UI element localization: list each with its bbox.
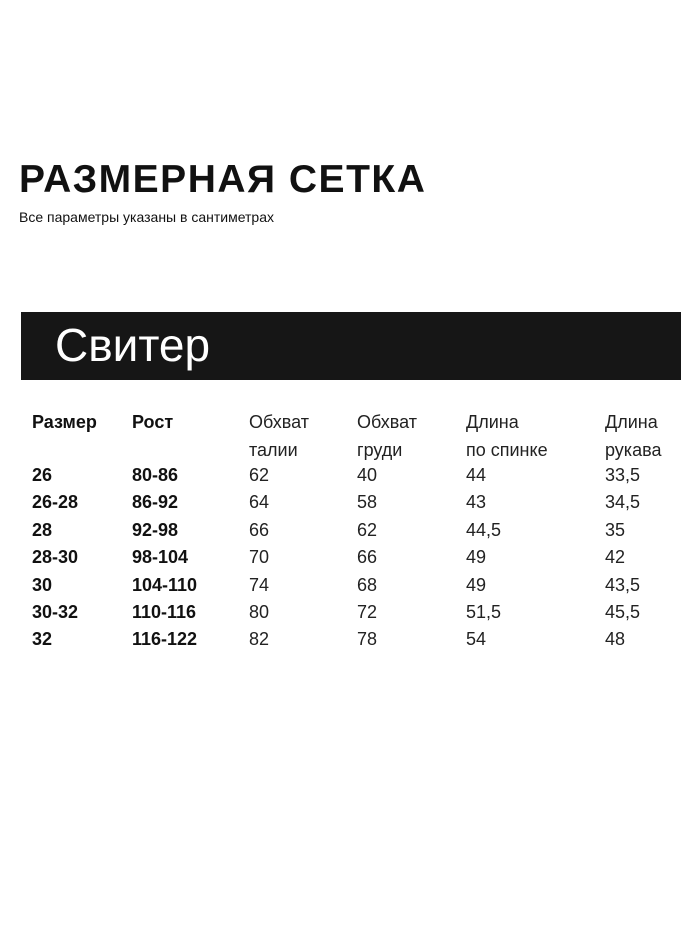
- cell-size: 28-30: [32, 547, 79, 567]
- cell-waist: 64: [249, 492, 270, 512]
- table-row: [0, 462, 700, 489]
- table-row: [0, 626, 700, 653]
- cell-chest: 40: [357, 465, 378, 485]
- header-waist: Обхват талии: [249, 412, 309, 460]
- cell-height: 86-92: [132, 492, 179, 512]
- cell-height: 98-104: [132, 547, 189, 567]
- cell-chest: 72: [357, 602, 378, 622]
- cell-sleeve-length: 34,5: [605, 492, 641, 512]
- cell-chest: 58: [357, 492, 378, 512]
- cell-height: 110-116: [132, 602, 197, 622]
- cell-sleeve-length: 43,5: [605, 575, 641, 595]
- cell-back-length: 54: [466, 629, 487, 649]
- cell-sleeve-length: 33,5: [605, 465, 641, 485]
- cell-sleeve-length: 45,5: [605, 602, 641, 622]
- header-sleeve-length: Длина рукава: [605, 412, 662, 460]
- cell-height: 92-98: [132, 520, 179, 540]
- cell-height: 104-110: [132, 575, 198, 595]
- cell-back-length: 43: [466, 492, 487, 512]
- cell-waist: 80: [249, 602, 270, 622]
- header-size: Размер: [32, 412, 97, 432]
- cell-height: 116-122: [132, 629, 198, 649]
- product-banner: [21, 312, 681, 380]
- table-row: [0, 489, 700, 516]
- cell-back-length: 44,5: [466, 520, 502, 540]
- page-subtitle: Все параметры указаны в сантиметрах: [19, 209, 275, 225]
- table-row: [0, 517, 700, 544]
- cell-chest: 78: [357, 629, 378, 649]
- cell-back-length: 44: [466, 465, 487, 485]
- cell-size: 32: [32, 629, 53, 649]
- page-title: РАЗМЕРНАЯ СЕТКА: [19, 158, 427, 201]
- product-name: Свитер: [55, 319, 211, 371]
- cell-waist: 82: [249, 629, 270, 649]
- table-row: [0, 544, 700, 571]
- cell-size: 28: [32, 520, 53, 540]
- table-row: [0, 599, 700, 626]
- cell-size: 30-32: [32, 602, 79, 622]
- cell-size: 26: [32, 465, 53, 485]
- cell-waist: 62: [249, 465, 270, 485]
- cell-back-length: 49: [466, 575, 487, 595]
- cell-waist: 74: [249, 575, 270, 595]
- cell-sleeve-length: 35: [605, 520, 626, 540]
- header-chest: Обхват груди: [357, 412, 417, 460]
- cell-back-length: 51,5: [466, 602, 502, 622]
- cell-waist: 70: [249, 547, 270, 567]
- table-row: [0, 572, 700, 599]
- cell-height: 80-86: [132, 465, 179, 485]
- cell-sleeve-length: 42: [605, 547, 626, 567]
- cell-chest: 68: [357, 575, 378, 595]
- header-back-length: Длина по спинке: [466, 412, 548, 460]
- header-height: Рост: [132, 412, 174, 432]
- cell-back-length: 49: [466, 547, 487, 567]
- cell-chest: 66: [357, 547, 378, 567]
- cell-sleeve-length: 48: [605, 629, 626, 649]
- cell-size: 26-28: [32, 492, 79, 512]
- cell-waist: 66: [249, 520, 270, 540]
- cell-chest: 62: [357, 520, 378, 540]
- cell-size: 30: [32, 575, 53, 595]
